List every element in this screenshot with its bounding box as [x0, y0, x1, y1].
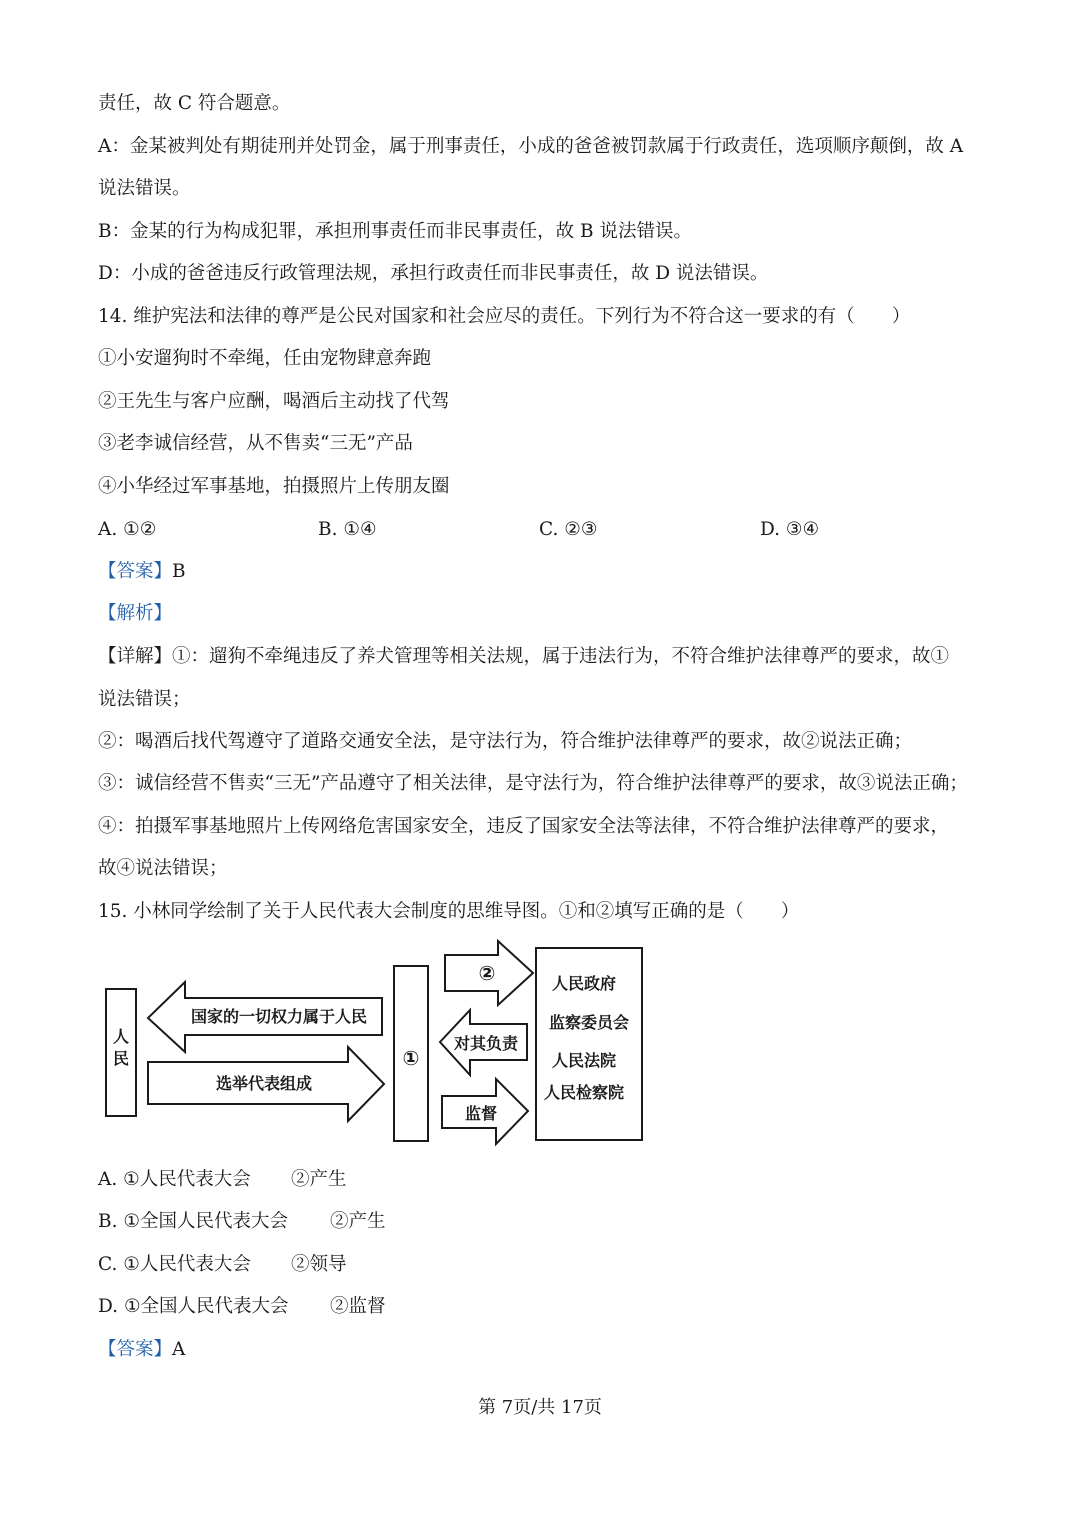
q14-item: ②王先生与客户应酬，喝酒后主动找了代驾 — [98, 391, 450, 412]
middle-arrow-label: 对其负责 — [453, 1034, 519, 1053]
organ-label: 监察委员会 — [548, 1013, 630, 1032]
option-part-1: ①全国人民代表大会 — [123, 1211, 288, 1232]
bottom-arrow-label: 监督 — [464, 1104, 498, 1123]
q14-option-a: A. ①② — [98, 519, 157, 540]
option-part-2: ②领导 — [291, 1254, 347, 1275]
option-part-2: ②产生 — [330, 1211, 386, 1232]
organ-label: 人民法院 — [551, 1051, 617, 1070]
q14-item: ④小华经过军事基地，拍摄照片上传朋友圈 — [98, 476, 450, 497]
q14-item: ③老李诚信经营，从不售卖“三无”产品 — [98, 433, 413, 454]
organ-label: 人民检察院 — [543, 1083, 625, 1102]
q14-detail-line: ③：诚信经营不售卖“三无”产品遵守了相关法律，是守法行为，符合维护法律尊严的要求，故③说法正确； — [98, 773, 968, 794]
people-label: 人 — [112, 1027, 130, 1046]
top-arrow-label: ② — [478, 961, 496, 985]
q13-explanation-line: B：金某的行为构成犯罪，承担刑事责任而非民事责任，故 B 说法错误。 — [98, 221, 692, 242]
q15-option-b — [98, 1210, 386, 1234]
option-letter: C. — [98, 1254, 124, 1275]
detail-text: ①：遛狗不牵绳违反了养犬管理等相关法规，属于违法行为，不符合维护法律尊严的要求，故① — [172, 646, 950, 667]
q14-option-d: D. ③④ — [760, 519, 820, 540]
mind-map-diagram — [100, 938, 660, 1148]
q14-detail-line — [98, 645, 949, 669]
center-label: ① — [402, 1046, 420, 1070]
q14-detail-line: 说法错误； — [98, 689, 191, 710]
people-label: 民 — [112, 1049, 130, 1068]
option-letter: B. — [98, 1211, 124, 1232]
answer-tag: 【答案】 — [98, 1339, 173, 1360]
q14-option-c: C. ②③ — [539, 519, 598, 540]
q14-answer — [98, 560, 186, 584]
right-arrow-label: 选举代表组成 — [215, 1074, 313, 1093]
q14-detail-line: 故④说法错误； — [98, 858, 228, 879]
organ-label: 人民政府 — [551, 974, 617, 993]
q13-explanation-line: A：金某被判处有期徒刑并处罚金，属于刑事责任，小成的爸爸被罚款属于行政责任，选项顺序颠倒，故 A — [98, 136, 964, 157]
q15-option-d — [98, 1295, 386, 1319]
q14-stem: 14. 维护宪法和法律的尊严是公民对国家和社会应尽的责任。下列行为不符合这一要求的有（ ） — [98, 306, 911, 327]
q14-analysis-tag: 【解析】 — [98, 603, 173, 624]
q13-explanation-line: 责任，故 C 符合题意。 — [98, 93, 291, 114]
answer-value: A — [172, 1339, 186, 1360]
q14-detail-line: ②：喝酒后找代驾遵守了道路交通安全法，是守法行为，符合维护法律尊严的要求，故②说法正确； — [98, 731, 913, 752]
option-part-2: ②产生 — [291, 1169, 347, 1190]
q13-explanation-line: D：小成的爸爸违反行政管理法规，承担行政责任而非民事责任，故 D 说法错误。 — [98, 263, 769, 284]
option-part-1: ①全国人民代表大会 — [123, 1296, 289, 1317]
option-part-2: ②监督 — [330, 1296, 386, 1317]
q14-option-b: B. ①④ — [318, 519, 377, 540]
q15-option-a — [98, 1168, 347, 1192]
option-letter: A. — [98, 1169, 124, 1190]
option-part-1: ①人民代表大会 — [123, 1254, 251, 1275]
q14-item: ①小安遛狗时不牵绳，任由宠物肆意奔跑 — [98, 348, 432, 369]
q13-explanation-line: 说法错误。 — [98, 178, 191, 199]
answer-value: B — [172, 561, 186, 582]
q15-answer — [98, 1338, 185, 1362]
answer-tag: 【答案】 — [98, 561, 173, 582]
q15-stem: 15. 小林同学绘制了关于人民代表大会制度的思维导图。①和②填写正确的是（ ） — [98, 901, 800, 922]
page-footer: 第 7页/共 17页 — [478, 1397, 602, 1418]
detail-tag: 【详解】 — [98, 646, 173, 667]
option-part-1: ①人民代表大会 — [123, 1169, 251, 1190]
option-letter: D. — [98, 1296, 124, 1317]
left-arrow-label: 国家的一切权力属于人民 — [190, 1007, 368, 1026]
q15-option-c — [98, 1253, 347, 1277]
q14-detail-line: ④：拍摄军事基地照片上传网络危害国家安全，违反了国家安全法等法律，不符合维护法律尊严的要求， — [98, 816, 950, 837]
